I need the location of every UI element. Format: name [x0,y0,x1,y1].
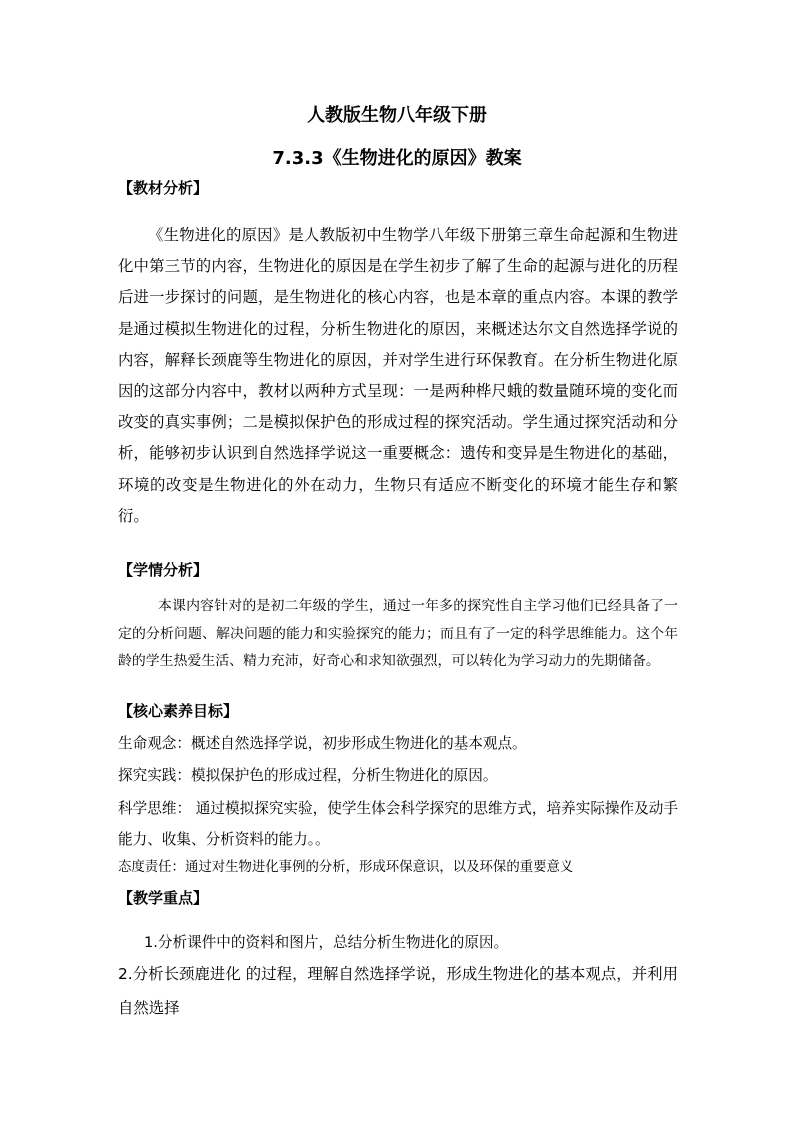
student-analysis-body: 本课内容针对的是初二年级的学生，通过一年多的探究性自主学习他们已经具备了一定的分析问题、解决问题的能力和实验探究的能力；而且有了一定的科学思维能力。这个年龄的学生热爱生活、精力充沛，好奇心和求知欲强烈，可以转化为学习动力的先期储备。 [118,598,678,669]
focus-item-2: 2.分析长颈鹿进化 的过程，理解自然选择学说，形成生物进化的基本观点，并利用自然选择 [118,965,678,1017]
heading-teaching-focus: 【教学重点】 [118,889,209,907]
goal-life-concept: 生命观念：概述自然选择学说，初步形成生物进化的基本观点。 [118,735,527,752]
goal-scientific-thinking: 科学思维： 通过模拟探究实验，使学生体会科学探究的思维方式，培养实际操作及动手能力、收集、分析资料的能力。。 [118,800,678,848]
goal-inquiry-practice: 探究实践：模拟保护色的形成过程，分析生物进化的原因。 [118,767,498,784]
document-title: 人教版生物八年级下册 [307,105,487,126]
goal-attitude-responsibility: 态度责任：通过对生物进化事例的分析，形成环保意识，以及环保的重要意义 [118,860,574,875]
lesson-title: 7.3.3《生物进化的原因》教案 [272,148,522,169]
heading-student-analysis: 【学情分析】 [118,561,209,579]
heading-core-goals: 【核心素养目标】 [118,702,239,720]
focus-item-1: 1.分析课件中的资料和图片，总结分析生物进化的原因。 [144,934,509,951]
heading-textbook-analysis: 【教材分析】 [118,179,209,197]
textbook-analysis-body: 《生物进化的原因》是人教版初中生物学八年级下册第三章生命起源和生物进化中第三节的内容，生物进化的原因是在学生初步了解了生命的起源与进化的历程后进一步探讨的问题，是生物进化的核心内容，也是本章的重点内容。本课的教学是通过模拟生物进化的过程，分析生物进化的原因，来概述达尔文自然选择学说的内容，解释长颈鹿等生物进化的原因，并对学生进行环保教育。在分析生物进化原因的这部分内容中，教材以两种方式呈现：一是两种桦尺蛾的数量随环境的变化而改变的真实事例；二是模拟保护色的形成过程的探究活动。学生通过探究活动和分析，能够初步认识到自然选择学说这一重要概念：遗传和变异是生物进化的基础，环境的改变是生物进化的外在动力，生物只有适应不断变化的环境才能生存和繁衍。 [118,226,678,525]
